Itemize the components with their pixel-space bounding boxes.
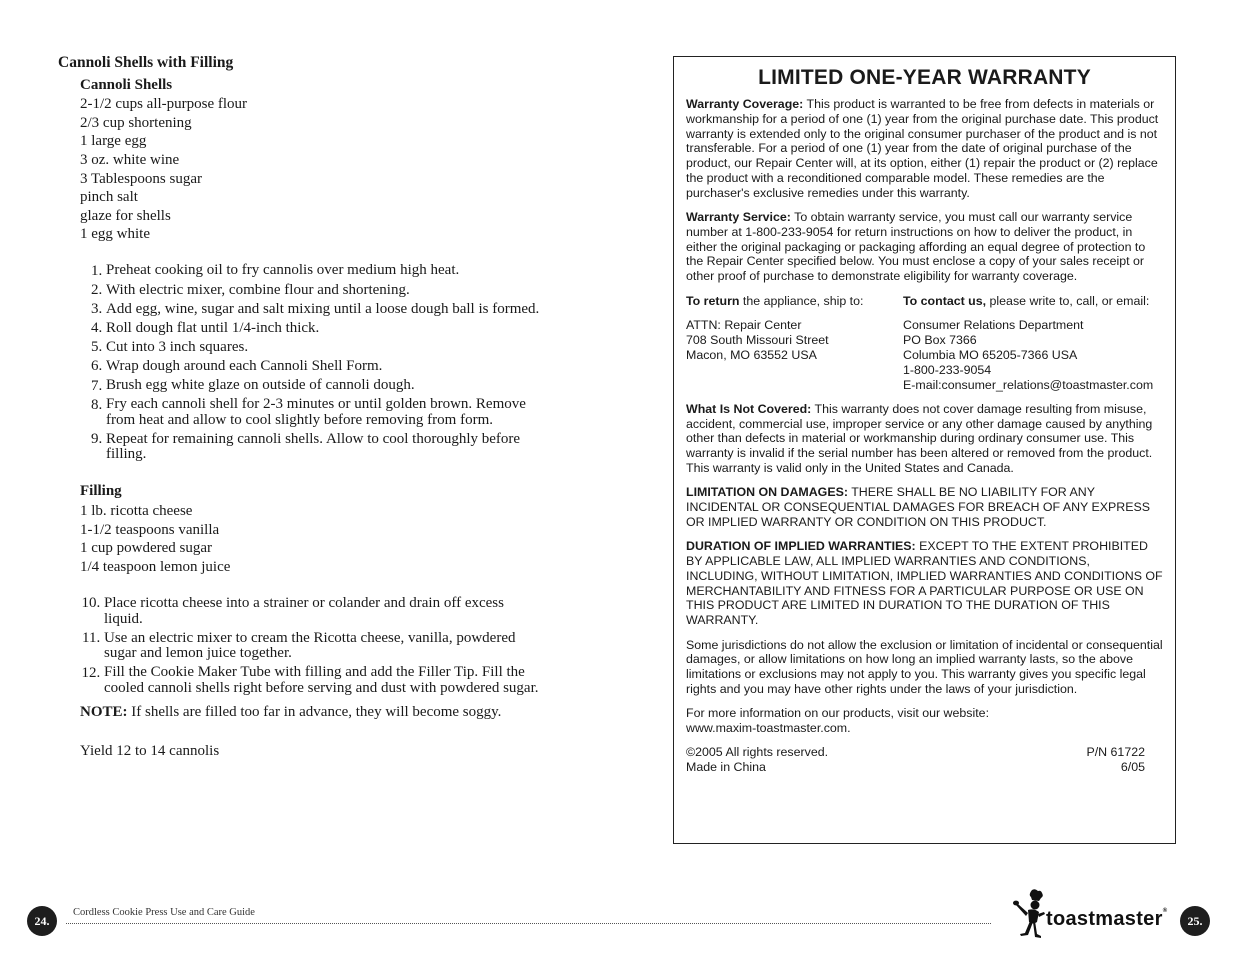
return-heading: To return the appliance, ship to: [686, 293, 864, 308]
warranty-box [673, 56, 1176, 844]
return-address: ATTN: Repair Center 708 South Missouri Street Macon, MO 63552 USA [686, 318, 829, 362]
ingredient-item: 1 lb. ricotta cheese [80, 503, 193, 520]
ingredient-item: 2/3 cup shortening [80, 114, 192, 131]
jurisdictions-note: Some jurisdictions do not allow the exclusion or limitation of incidental or consequential damages, or allow limitations on how long an implied warranty lasts, so the above limitations or exclusions may not apply to you. This warranty gives you specific legal rights and you may have other rights under the laws of your jurisdiction. [686, 637, 1163, 696]
ingredient-item: 3 oz. white wine [80, 151, 180, 168]
warranty-footer [686, 745, 1163, 775]
ingredient-item: 1 egg white [80, 226, 150, 243]
ingredient-item: 2-1/2 cups all-purpose flour [80, 96, 248, 113]
filling-ingredients-list [80, 502, 618, 576]
step-item: 11. Use an electric mixer to cream the Ricotta cheese, vanilla, powdered sugar and lemon juice together. [104, 629, 618, 663]
ingredient-item: glaze for shells [80, 207, 171, 224]
ingredient-item: pinch salt [80, 189, 138, 206]
contact-address: Consumer Relations Department PO Box 7366 Columbia MO 65205-7366 USA 1-800-233-9054 E-mail:consumer_relations@toastmaster.com [903, 318, 1163, 392]
contact-column [903, 294, 1163, 393]
shells-ingredients-list [80, 95, 618, 244]
note [80, 703, 618, 722]
guide-title: Cordless Cookie Press Use and Care Guide [73, 907, 255, 918]
step-item: 10. Place ricotta cheese into a strainer or colander and drain off excess liquid. [104, 594, 618, 628]
part-number-block: P/N 61722 6/05 [1086, 745, 1145, 775]
step-item: 7. Brush egg white glaze on outside of cannoli dough. [106, 377, 618, 396]
warranty-coverage: Warranty Coverage: This product is warranted to be free from defects in materials or workmanship for a period of one (1) year from the original purchase date. This product warranty is extended only to the original consumer purchaser of the product and is not transferable. For a period of one (1) year from the date of original purchase of the product, our Repair Center will, at its option, either (1) repair the product or (2) replace the product with a reconditioned comparable model. These remedies are the purchaser's exclusive remedies under this warranty. [686, 97, 1159, 200]
step-item: 6. Wrap dough around each Cannoli Shell Form. [106, 357, 618, 376]
ingredient-item: 1 large egg [80, 133, 147, 150]
filling-heading: Filling [80, 483, 122, 500]
more-info: For more information on our products, visit our website: www.maxim-toastmaster.com. [686, 706, 990, 735]
contact-heading: To contact us, please write to, call, or email: [903, 293, 1150, 308]
ingredient-item: 3 Tablespoons sugar [80, 170, 202, 187]
step-item: 5. Cut into 3 inch squares. [106, 338, 618, 357]
step-item: 4. Roll dough flat until 1/4-inch thick. [106, 319, 618, 338]
filling-steps-list [58, 594, 618, 698]
note-label: NOTE: [80, 704, 128, 720]
footer-rule [66, 923, 991, 924]
recipe-title: Cannoli Shells with Filling [58, 54, 234, 71]
warranty-service: Warranty Service: To obtain warranty service, you must call our warranty service number at 1-800-233-9054 for return instructions on how to deliver the product, in either the original packaging or packaging affording an equal degree of protection to the Repair Center specified below. You must enclose a copy of your sales receipt or other proof of purchase to demonstrate eligibility for warranty coverage. [686, 210, 1146, 284]
step-item: 3. Add egg, wine, sugar and salt mixing until a loose dough ball is formed. [106, 300, 618, 319]
recipe-page [58, 54, 618, 760]
page-number-left: 24. [27, 906, 57, 936]
return-column [686, 294, 903, 393]
copyright-block: ©2005 All rights reserved. Made in China [686, 745, 829, 775]
address-columns [686, 294, 1163, 393]
ingredient-item: 1-1/2 teaspoons vanilla [80, 521, 220, 538]
registered-mark: ® [1162, 907, 1168, 914]
duration-of-implied-warranties: DURATION OF IMPLIED WARRANTIES: EXCEPT TO THE EXTENT PROHIBITED BY APPLICABLE LAW, ALL IMPLIED WARRANTIES AND CONDITIONS, INCLUDING, WITHOUT LIMITATION, IMPLIED WARRANTIES AND CONDITIONS OF MERCHANTABILITY AND FITNESS FOR A PARTICULAR PURPOSE OR USE ON THIS PRODUCT ARE LIMITED IN DURATION TO THE DURATION OF THIS WARRANTY. [686, 539, 1163, 628]
step-item: 9. Repeat for remaining cannoli shells. Allow to cool thoroughly before filling. [106, 430, 618, 464]
warranty-not-covered: What Is Not Covered: This warranty does not cover damage resulting from misuse, accident, commercial use, improper service or any other damage caused by anything other than defects in material or workmanship during ordinary consumer use. This warranty is invalid if the serial number has been altered or removed from the product. This warranty is valid only in the United States and Canada. [686, 401, 1153, 476]
shells-steps-list [58, 262, 618, 465]
step-item: 2. With electric mixer, combine flour and shortening. [106, 281, 618, 300]
ingredient-item: 1 cup powdered sugar [80, 540, 213, 557]
page-number-right: 25. [1180, 906, 1210, 936]
limitation-on-damages: LIMITATION ON DAMAGES: THERE SHALL BE NO LIABILITY FOR ANY INCIDENTAL OR CONSEQUENTIAL DAMAGES FOR BREACH OF ANY EXPRESS OR IMPLIED WARRANTY OR CONDITION ON THIS PRODUCT. [686, 485, 1151, 529]
step-item: 1. Preheat cooking oil to fry cannolis over medium high heat. [106, 262, 618, 281]
yield: Yield 12 to 14 cannolis [80, 742, 220, 759]
contact-email: E-mail:consumer_relations@toastmaster.com [903, 377, 1154, 392]
step-item: 12. Fill the Cookie Maker Tube with filling and add the Filler Tip. Fill the cooled cannoli shells right before serving and dust with powdered sugar. [104, 664, 618, 698]
step-item: 8. Fry each cannoli shell for 2-3 minutes or until golden brown. Remove from heat and allow to cool slightly before removing from form. [106, 396, 618, 430]
ingredient-item: 1/4 teaspoon lemon juice [80, 558, 231, 575]
shells-heading: Cannoli Shells [80, 76, 173, 93]
website-link: www.maxim-toastmaster.com. [686, 720, 851, 735]
brand-name: toastmaster® [1046, 907, 1168, 930]
chef-mascot-icon [1012, 888, 1046, 940]
warranty-title: LIMITED ONE-YEAR WARRANTY [758, 66, 1091, 89]
note-text: If shells are filled too far in advance, they will become soggy. [127, 704, 502, 720]
toastmaster-logo [1012, 888, 1177, 940]
